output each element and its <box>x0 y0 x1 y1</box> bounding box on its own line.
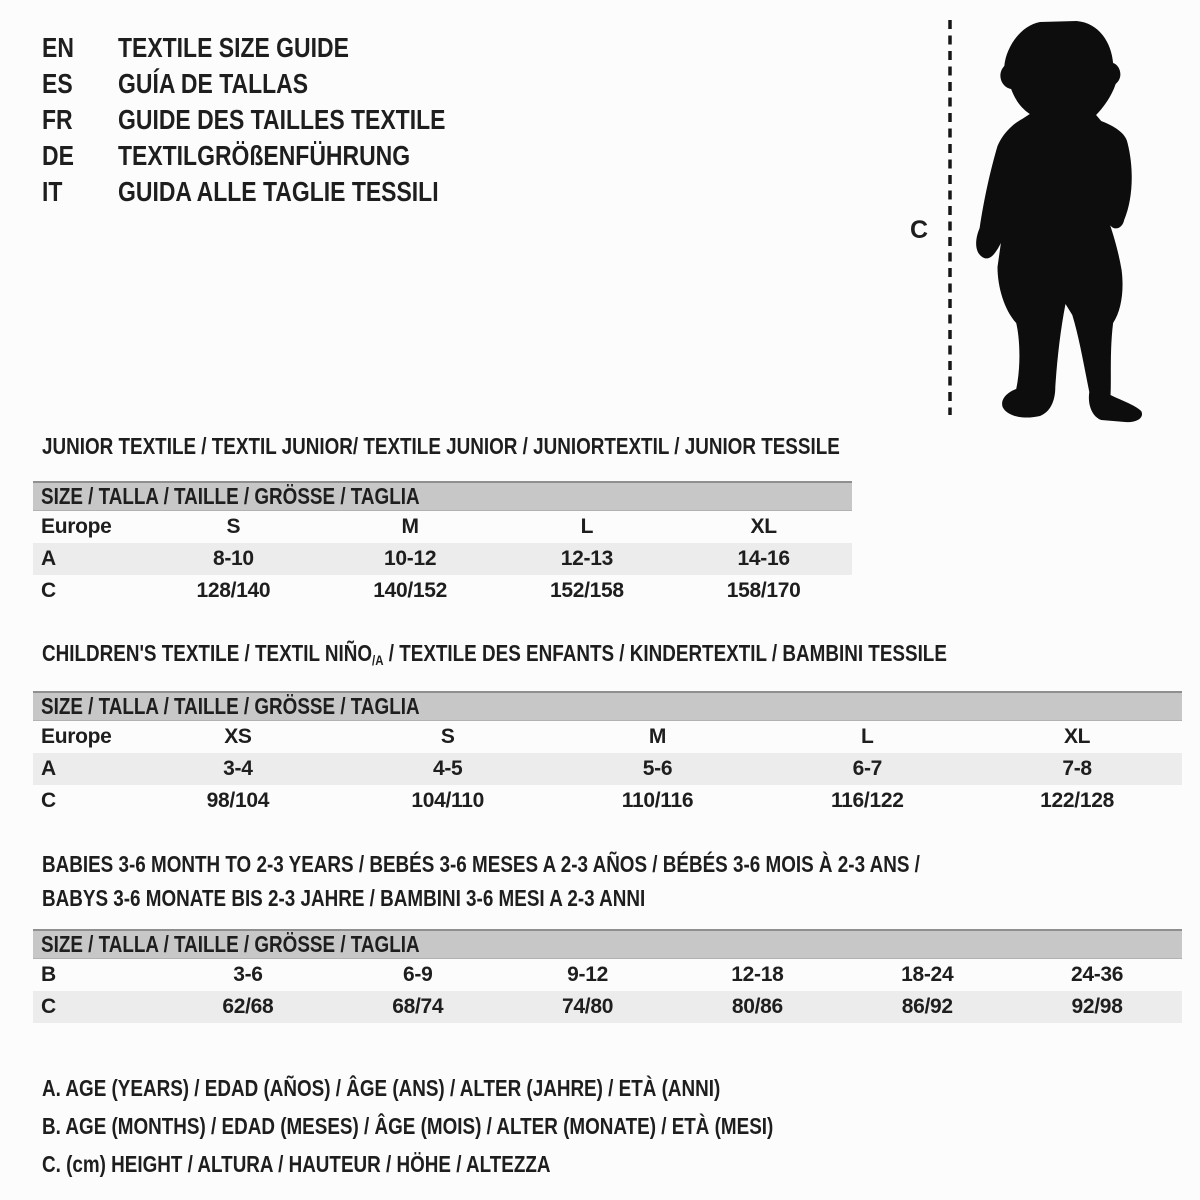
age-cell: 3-6 <box>233 963 263 986</box>
height-cell: 158/170 <box>726 579 801 602</box>
height-cell: 128/140 <box>196 579 271 602</box>
size-cell: M <box>401 515 419 538</box>
row-label: Europe <box>41 725 112 748</box>
size-header-bar: SIZE / TALLA / TAILLE / GRÖSSE / TAGLIA <box>33 929 1182 959</box>
age-cell: 12-13 <box>560 547 613 570</box>
height-cell: 86/92 <box>901 995 953 1018</box>
age-cell: 5-6 <box>642 757 673 780</box>
table-row-height <box>33 785 1182 817</box>
junior-section-title: JUNIOR TEXTILE / TEXTIL JUNIOR/ TEXTILE JUNIOR / JUNIORTEXTIL / JUNIOR TESSILE <box>42 433 840 459</box>
language-code: IT <box>42 176 63 207</box>
size-header-bar: SIZE / TALLA / TAILLE / GRÖSSE / TAGLIA <box>33 691 1182 721</box>
age-cell: 9-12 <box>567 963 608 986</box>
height-cell: 92/98 <box>1071 995 1123 1018</box>
height-cell: 74/80 <box>562 995 614 1018</box>
size-header-bar: SIZE / TALLA / TAILLE / GRÖSSE / TAGLIA <box>33 481 852 511</box>
row-label: A <box>41 547 56 570</box>
age-cell: 3-4 <box>223 757 253 780</box>
age-cell: 6-7 <box>852 757 883 780</box>
measure-legend <box>42 1069 934 1183</box>
language-code: DE <box>42 140 74 171</box>
language-row-it <box>42 174 517 210</box>
row-label: Europe <box>41 515 112 538</box>
junior-size-table <box>33 481 852 607</box>
size-cell: S <box>226 515 241 538</box>
height-cell: 68/74 <box>392 995 444 1018</box>
height-cell: 116/122 <box>830 789 904 812</box>
row-label: A <box>41 757 56 780</box>
legend-line-a: A. AGE (YEARS) / EDAD (AÑOS) / ÂGE (ANS) / ALTER (JAHRE) / ETÀ (ANNI) <box>42 1074 721 1101</box>
age-cell: 18-24 <box>901 963 954 986</box>
language-code: ES <box>42 68 73 99</box>
age-cell: 4-5 <box>432 757 463 780</box>
legend-line-b: B. AGE (MONTHS) / EDAD (MESES) / ÂGE (MOIS) / ALTER (MONATE) / ETÀ (MESI) <box>42 1112 774 1139</box>
age-cell: 6-9 <box>403 963 433 986</box>
row-label: C <box>41 579 56 602</box>
size-cell: XL <box>750 515 777 538</box>
babies-size-table <box>33 929 1182 1023</box>
guide-title-de: TEXTILGRÖßENFÜHRUNG <box>118 140 411 171</box>
size-cell: L <box>580 515 594 538</box>
age-cell: 8-10 <box>212 547 254 570</box>
table-row-height <box>33 575 852 607</box>
height-cell: 80/86 <box>731 995 783 1018</box>
row-label: B <box>41 963 56 986</box>
age-cell: 7-8 <box>1062 757 1092 780</box>
guide-title-en: TEXTILE SIZE GUIDE <box>118 32 349 63</box>
height-cell: 62/68 <box>222 995 274 1018</box>
height-cell: 110/116 <box>621 789 694 812</box>
height-cell: 152/158 <box>549 579 624 602</box>
language-row-en <box>42 30 517 66</box>
table-row-europe <box>33 511 852 543</box>
legend-line-c: C. (cm) HEIGHT / ALTURA / HAUTEUR / HÖHE / ALTEZZA <box>42 1150 551 1177</box>
baby-figure <box>935 10 1200 425</box>
guide-title-es: GUÍA DE TALLAS <box>118 68 309 99</box>
nino-a-subscript: /A <box>372 652 384 668</box>
height-measure-label: C <box>910 216 929 244</box>
height-cell: 122/128 <box>1040 789 1114 812</box>
children-section-title: CHILDREN'S TEXTILE / TEXTIL $NIÑO_{/A}$ / TEXTILE DES ENFANTS / KINDERTEXTIL / BAMBINI TESSILE <box>42 640 947 668</box>
size-cell: L <box>861 725 874 748</box>
height-cell: 98/104 <box>206 789 270 812</box>
language-code: EN <box>42 32 74 63</box>
size-cell: M <box>648 725 667 748</box>
baby-silhouette <box>976 21 1142 422</box>
children-size-table <box>33 691 1182 817</box>
language-row-es <box>42 66 517 102</box>
language-row-fr <box>42 102 517 138</box>
size-cell: XS <box>224 725 252 748</box>
height-cell: 104/110 <box>411 789 485 812</box>
table-row-europe <box>33 721 1182 753</box>
height-cell: 140/152 <box>373 579 448 602</box>
language-row-de <box>42 138 517 174</box>
size-cell: XL <box>1063 725 1091 748</box>
table-row-age <box>33 543 852 575</box>
language-title-block <box>42 30 517 210</box>
age-cell: 24-36 <box>1070 963 1124 986</box>
guide-title-it: GUIDA ALLE TAGLIE TESSILI <box>118 176 439 207</box>
age-cell: 12-18 <box>731 963 784 986</box>
size-cell: S <box>440 725 455 748</box>
table-row-height <box>33 991 1182 1023</box>
babies-section-title: BABIES 3-6 MONTH TO 2-3 YEARS / BEBÉS 3-6 MESES A 2-3 AÑOS / BÉBÉS 3-6 MOIS À 2-3 ANS / BABYS 3-6 MONATE BIS 2-3 JAHRE / BAMBINI 3-6 MESI A 2-3 ANNI <box>42 851 920 911</box>
row-label: C <box>41 995 56 1018</box>
age-cell: 10-12 <box>384 547 437 570</box>
table-row-age-months <box>33 959 1182 991</box>
language-code: FR <box>42 104 73 135</box>
age-cell: 14-16 <box>737 547 790 570</box>
row-label: C <box>41 789 56 812</box>
table-row-age <box>33 753 1182 785</box>
guide-title-fr: GUIDE DES TAILLES TEXTILE <box>118 104 446 135</box>
